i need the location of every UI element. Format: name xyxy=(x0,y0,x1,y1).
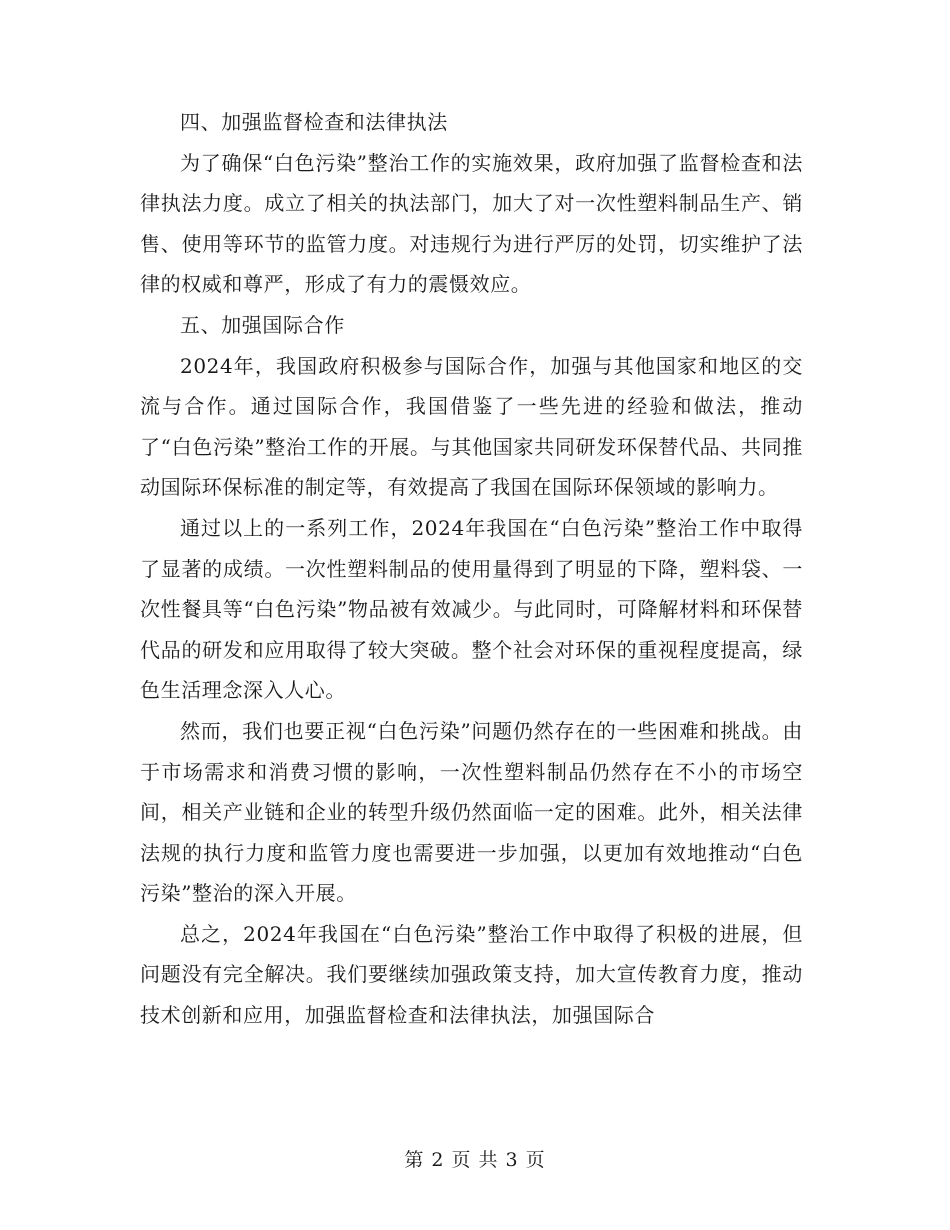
document-body xyxy=(140,102,803,1036)
section-heading-supervision: 四、加强监督检查和法律执法 xyxy=(180,110,448,134)
paragraph-conclusion: 总之，2024年我国在“白色污染”整治工作中取得了积极的进展，但问题没有完全解决。我们要继续加强政策支持，加大宣传教育力度，推动技术创新和应用，加强监督检查和法律执法，加强国际合 xyxy=(140,921,803,1028)
paragraph-challenges: 然而，我们也要正视“白色污染”问题仍然存在的一些困难和挑战。由于市场需求和消费习惯的影响，一次性塑料制品仍然存在不小的市场空间，相关产业链和企业的转型升级仍然面临一定的困难。此外，相关法律法规的执行力度和监管力度也需要进一步加强，以更加有效地推动“白色污染”整治的深入开展。 xyxy=(140,718,803,906)
paragraph-supervision: 为了确保“白色污染”整治工作的实施效果，政府加强了监督检查和法律执法力度。成立了相关的执法部门，加大了对一次性塑料制品生产、销售、使用等环节的监管力度。对违规行为进行严厉的处罚，切实维护了法律的权威和尊严，形成了有力的震慑效应。 xyxy=(140,150,803,297)
page-number-footer: 第 2 页 共 3 页 xyxy=(404,1149,546,1171)
section-heading-international: 五、加强国际合作 xyxy=(180,312,345,337)
paragraph-international: 2024年，我国政府积极参与国际合作，加强与其他国家和地区的交流与合作。通过国际合作，我国借鉴了一些先进的经验和做法，推动了“白色污染”整治工作的开展。与其他国家共同研发环保替代品、共同推动国际环保标准的制定等，有效提高了我国在国际环保领域的影响力。 xyxy=(140,353,803,500)
paragraph-achievements: 通过以上的一系列工作，2024年我国在“白色污染”整治工作中取得了显著的成绩。一次性塑料制品的使用量得到了明显的下降，塑料袋、一次性餐具等“白色污染”物品被有效减少。与此同时，可降解材料和环保替代品的研发和应用取得了较大突破。整个社会对环保的重视程度提高，绿色生活理念深入人心。 xyxy=(140,515,803,703)
